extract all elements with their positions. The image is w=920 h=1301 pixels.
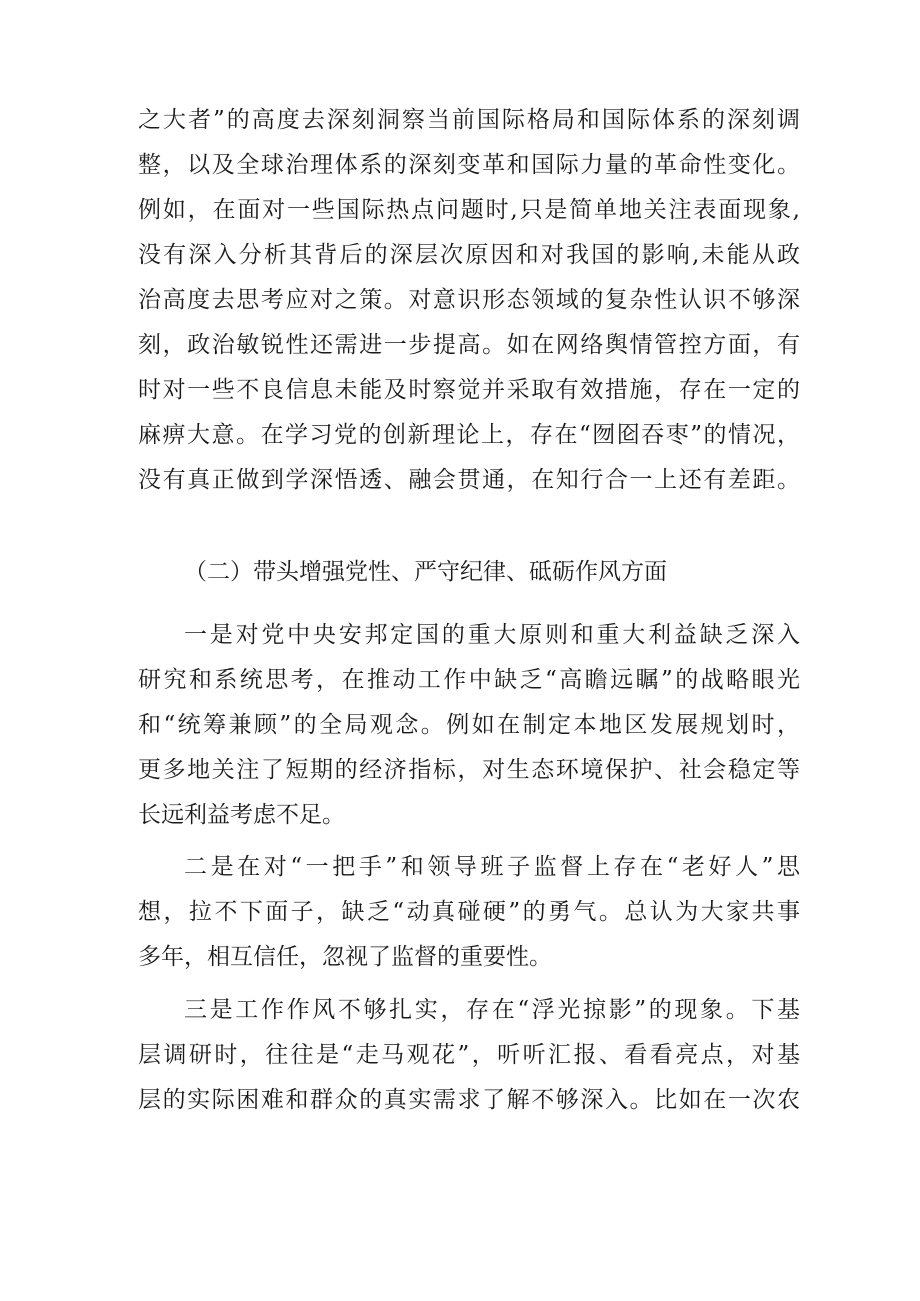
paragraph-one xyxy=(138,613,800,838)
paragraph-intro xyxy=(138,98,800,503)
text-line: 没有深入分析其背后的深层次原因和对我国的影响,未能从政 xyxy=(138,242,800,268)
paragraph-two xyxy=(138,845,800,980)
section-heading: （二）带头增强党性、严守纪律、砥砺作风方面 xyxy=(184,559,667,585)
text-line: 整，以及全球治理体系的深刻变革和国际力量的革命性变化。 xyxy=(138,152,800,178)
text-line: 之大者”的高度去深刻洞察当前国际格局和国际体系的深刻调 xyxy=(138,107,800,133)
text-line: 和“统筹兼顾”的全局观念。例如在制定本地区发展规划时， xyxy=(138,712,800,738)
text-line: 一是对党中央安邦定国的重大原则和重大利益缺乏深入 xyxy=(184,622,800,648)
text-line: 长远利益考虑不足。 xyxy=(138,802,345,828)
text-line: 更多地关注了短期的经济指标，对生态环境保护、社会稳定等 xyxy=(138,757,800,783)
text-line: 多年，相互信任，忽视了监督的重要性。 xyxy=(138,944,552,970)
text-line: 三是工作作风不够扎实，存在“浮光掠影”的现象。下基 xyxy=(184,997,800,1023)
text-line: 例如，在面对一些国际热点问题时,只是简单地关注表面现象, xyxy=(138,197,800,223)
paragraph-three xyxy=(138,988,800,1123)
text-line: 麻痹大意。在学习党的创新理论上，存在“囫囵吞枣”的情况， xyxy=(138,422,800,448)
text-line: 时对一些不良信息未能及时察觉并采取有效措施，存在一定的 xyxy=(138,377,800,403)
text-line: 刻，政治敏锐性还需进一步提高。如在网络舆情管控方面，有 xyxy=(138,332,800,358)
text-line: 层的实际困难和群众的真实需求了解不够深入。比如在一次农 xyxy=(138,1087,800,1113)
text-line: 没有真正做到学深悟透、融会贯通，在知行合一上还有差距。 xyxy=(138,467,800,493)
text-line: 想，拉不下面子，缺乏“动真碰硬”的勇气。总认为大家共事 xyxy=(138,899,800,925)
text-line: 层调研时，往往是“走马观花”，听听汇报、看看亮点，对基 xyxy=(138,1042,800,1068)
text-line: 研究和系统思考，在推动工作中缺乏“高瞻远瞩”的战略眼光 xyxy=(138,667,800,693)
text-line: 治高度去思考应对之策。对意识形态领域的复杂性认识不够深 xyxy=(138,287,800,313)
text-line: 二是在对“一把手”和领导班子监督上存在“老好人”思 xyxy=(184,854,800,880)
